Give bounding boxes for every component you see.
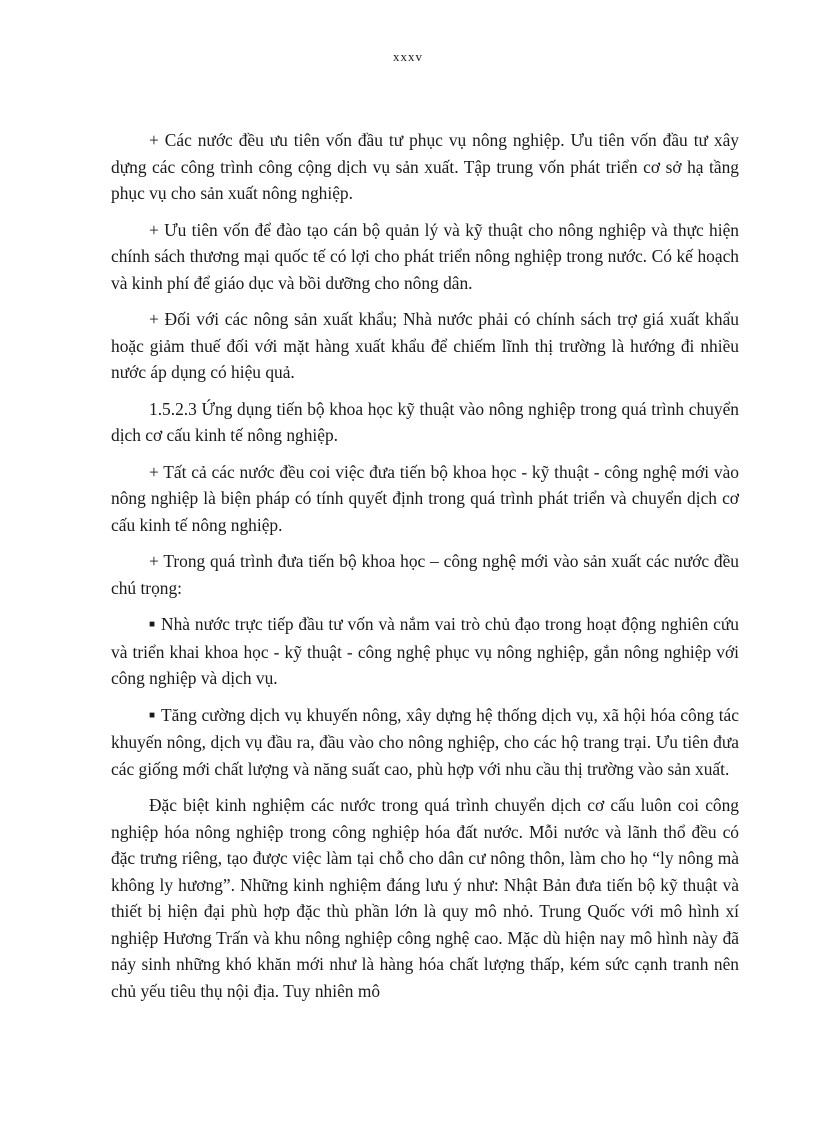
paragraph: Đặc biệt kinh nghiệm các nước trong quá trình chuyển dịch cơ cấu luôn coi công nghiệp hóa nông nghiệp trong công nghiệp hóa đất nước. Mỗi nước và lãnh thổ đều có đặc trưng riêng, tạo được việc làm tại chỗ cho dân cư nông thôn, làm cho họ “ly nông mà không ly hương”. Những kinh nghiệm đáng lưu ý như: Nhật Bản đưa tiến bộ kỹ thuật và thiết bị hiện đại phù hợp đặc thù phần lớn là quy mô nhỏ. Trung Quốc với mô hình xí nghiệp Hương Trấn và khu nông nghiệp công nghệ cao. Mặc dù hiện nay mô hình này đã nảy sinh những khó khăn mới như là hàng hóa chất lượng thấp, kém sức cạnh tranh nên chủ yếu tiêu thụ nội địa. Tuy nhiên mô xyxy=(111,795,739,1001)
square-bullet-icon: ■ xyxy=(149,619,156,630)
bullet-text: Tăng cường dịch vụ khuyến nông, xây dựng hệ thống dịch vụ, xã hội hóa công tác khuyến nông, dịch vụ đầu ra, đầu vào cho nông nghiệp, cho các hộ trang trại. Ưu tiên đưa các giống mới chất lượng và năng suất cao, phù hợp với nhu cầu thị trường vào sản xuất. xyxy=(111,704,739,779)
bullet-item xyxy=(111,611,739,692)
section-heading: 1.5.2.3 Ứng dụng tiến bộ khoa học kỹ thuật vào nông nghiệp trong quá trình chuyển dịch cơ cấu kinh tế nông nghiệp. xyxy=(111,398,739,445)
document-body xyxy=(111,127,739,1014)
bullet-item xyxy=(111,702,739,783)
page-number: xxxv xyxy=(393,49,423,64)
paragraph: + Các nước đều ưu tiên vốn đầu tư phục vụ nông nghiệp. Ưu tiên vốn đầu tư xây dựng các công trình công cộng dịch vụ sản xuất. Tập trung vốn phát triển cơ sở hạ tầng phục vụ cho sản xuất nông nghiệp. xyxy=(111,130,739,203)
paragraph: + Trong quá trình đưa tiến bộ khoa học – công nghệ mới vào sản xuất các nước đều chú trọng: xyxy=(111,551,739,598)
paragraph: + Tất cả các nước đều coi việc đưa tiến bộ khoa học - kỹ thuật - công nghệ mới vào nông nghiệp là biện pháp có tính quyết định trong quá trình phát triển và chuyển dịch cơ cấu kinh tế nông nghiệp. xyxy=(111,461,739,535)
bullet-text: Nhà nước trực tiếp đầu tư vốn và nắm vai trò chủ đạo trong hoạt động nghiên cứu và triển khai khoa học - kỹ thuật - công nghệ phục vụ nông nghiệp, gắn nông nghiệp với công nghiệp và dịch vụ. xyxy=(111,614,739,688)
paragraph: + Ưu tiên vốn để đào tạo cán bộ quản lý và kỹ thuật cho nông nghiệp và thực hiện chính sách thương mại quốc tế có lợi cho phát triển nông nghiệp trong nước. Có kế hoạch và kinh phí để giáo dục và bồi dưỡng cho nông dân. xyxy=(111,219,739,293)
square-bullet-icon: ■ xyxy=(149,709,156,721)
paragraph: + Đối với các nông sản xuất khẩu; Nhà nước phải có chính sách trợ giá xuất khẩu hoặc giảm thuế đối với mặt hàng xuất khẩu để chiếm lĩnh thị trường là hướng đi nhiều nước áp dụng có hiệu quả. xyxy=(111,309,739,382)
